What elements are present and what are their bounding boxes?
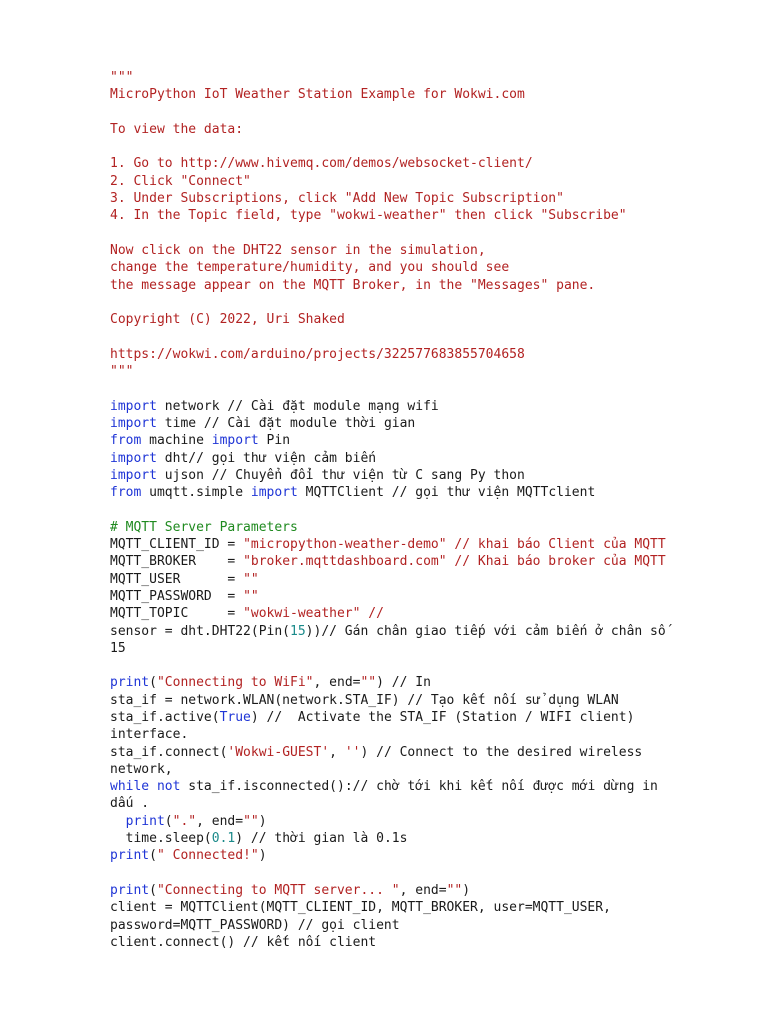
code-string: "" [243, 588, 259, 604]
code-line [110, 69, 750, 86]
code-text: ))// Gán chân giao tiếp với cảm biến ở chân số [305, 623, 666, 639]
code-text: client.connect() // kết nối client [110, 934, 377, 950]
code-number: 0.1 [211, 831, 236, 847]
code-text: , end= [313, 675, 361, 691]
code-text: sta_if.connect( [110, 744, 228, 760]
code-string: 2. Click "Connect" [110, 173, 251, 189]
code-line [110, 363, 750, 380]
code-line [110, 605, 750, 622]
code-line [110, 398, 750, 415]
code-text: ujson // Chuyển đổi thư viện từ C sang Py thon [156, 467, 525, 483]
code-line [110, 744, 750, 761]
code-line [110, 830, 750, 847]
code-line [110, 640, 750, 657]
code-line [110, 346, 750, 363]
blank-line [110, 104, 750, 121]
code-keyword: True [219, 709, 251, 725]
code-line [110, 86, 750, 103]
code-text: ) [258, 813, 267, 829]
code-text: ( [164, 813, 173, 829]
code-keyword: import [211, 433, 259, 449]
code-string: MicroPython IoT Weather Station Example for Wokwi.com [110, 87, 525, 103]
code-text: MQTTClient // gọi thư viện MQTTclient [297, 485, 596, 501]
code-line [110, 571, 750, 588]
code-line [110, 934, 750, 951]
code-string: "broker.mqttdashboard.com" // Khai báo broker của MQTT [243, 554, 666, 570]
code-text: dht// gọi thư viện cảm biến [156, 450, 377, 466]
code-line [110, 311, 750, 328]
code-line [110, 155, 750, 172]
code-text: ) // In [376, 675, 431, 691]
code-line [110, 432, 750, 449]
code-string: """ [110, 70, 134, 85]
code-text: sta_if.active( [110, 709, 220, 725]
code-line [110, 277, 750, 294]
code-comment: # MQTT Server Parameters [110, 519, 298, 535]
code-line [110, 813, 750, 830]
code-line [110, 484, 750, 501]
code-line [110, 207, 750, 224]
code-keyword: import [250, 485, 298, 501]
code-text: network // Cài đặt module mạng wifi [156, 398, 439, 414]
code-keyword: from [110, 485, 142, 501]
code-line [110, 121, 750, 138]
code-string: " Connected!" [156, 848, 259, 864]
code-string: 4. In the Topic field, type "wokwi-weather" then click "Subscribe" [110, 208, 627, 224]
code-text: ) // thời gian là 0.1s [235, 831, 408, 847]
code-line [110, 847, 750, 864]
code-text: password=MQTT_PASSWORD) // gọi client [110, 917, 400, 933]
code-string: "wokwi-weather" // [243, 606, 384, 622]
code-line [110, 674, 750, 691]
code-document [110, 69, 750, 951]
code-string: the message appear on the MQTT Broker, in the "Messages" pane. [110, 277, 596, 293]
code-line [110, 467, 750, 484]
code-line [110, 882, 750, 899]
code-string: 3. Under Subscriptions, click "Add New Topic Subscription" [110, 191, 564, 207]
code-line [110, 553, 750, 570]
code-keyword: from [110, 433, 142, 449]
code-string: "Connecting to WiFi" [156, 675, 314, 691]
code-keyword: while not [110, 779, 181, 795]
code-string: "Connecting to MQTT server... " [156, 882, 400, 898]
code-text: ) [462, 882, 471, 898]
code-text: sta_if = network.WLAN(network.STA_IF) // Tạo kết nối sử dụng WLAN [110, 692, 619, 708]
code-string: "micropython-weather-demo" // khai báo Client của MQTT [243, 537, 666, 553]
code-keyword: print [110, 882, 150, 898]
code-number: 15 [290, 623, 306, 639]
code-keyword: import [110, 398, 157, 414]
code-text [110, 814, 126, 829]
code-keyword: print [125, 813, 165, 829]
code-text: Pin [258, 433, 291, 449]
code-string: """ [110, 364, 134, 380]
code-line [110, 259, 750, 276]
code-keyword: print [110, 675, 150, 691]
code-string: To view the data: [110, 121, 244, 137]
code-text: ( [149, 675, 157, 691]
code-string: "" [360, 675, 377, 691]
blank-line [110, 294, 750, 311]
code-line [110, 761, 750, 778]
code-line [110, 899, 750, 916]
code-string: "" [243, 571, 259, 587]
code-string: "" [243, 813, 259, 829]
code-text: ) [258, 848, 267, 864]
code-line [110, 726, 750, 743]
code-text: sensor = dht.DHT22(Pin( [110, 623, 291, 639]
code-text: ( [149, 882, 157, 898]
blank-line [110, 501, 750, 518]
code-string: 1. Go to http://www.hivemq.com/demos/websocket-client/ [110, 156, 533, 172]
code-string: https://wokwi.com/arduino/projects/322577683855704658 [110, 346, 525, 362]
code-line [110, 795, 750, 812]
code-string: "" [446, 882, 463, 898]
blank-line [110, 138, 750, 155]
code-line [110, 917, 750, 934]
code-string: 'Wokwi-GUEST' [227, 744, 330, 760]
code-keyword: print [110, 848, 150, 864]
code-line [110, 588, 750, 605]
code-text: 15 [110, 640, 126, 656]
blank-line [110, 328, 750, 345]
code-text: , end= [196, 813, 244, 829]
code-line [110, 623, 750, 640]
code-text: umqtt.simple [141, 485, 251, 501]
code-string: change the temperature/humidity, and you should see [110, 260, 510, 276]
code-text: , [329, 744, 345, 760]
code-keyword: import [110, 467, 157, 483]
code-line [110, 536, 750, 553]
code-line [110, 450, 750, 467]
code-line [110, 778, 750, 795]
code-line [110, 519, 750, 536]
code-string: "." [172, 813, 197, 829]
code-text: MQTT_PASSWORD = [110, 588, 244, 604]
code-text: time // Cài đặt module thời gian [156, 415, 416, 431]
blank-line [110, 865, 750, 882]
code-text: network, [110, 761, 173, 777]
code-line [110, 415, 750, 432]
code-keyword: import [110, 450, 157, 466]
code-text: MQTT_BROKER = [110, 554, 244, 570]
code-text: MQTT_TOPIC = [110, 606, 244, 622]
code-line [110, 242, 750, 259]
code-text: ) // Activate the STA_IF (Station / WIFI client) [250, 709, 635, 725]
blank-line [110, 657, 750, 674]
code-text: client = MQTTClient(MQTT_CLIENT_ID, MQTT_BROKER, user=MQTT_USER, [110, 900, 611, 916]
blank-line [110, 380, 750, 397]
code-text: sta_if.isconnected():// chờ tới khi kết nối được mới dừng in [180, 779, 658, 795]
code-text: interface. [110, 727, 189, 743]
code-text: MQTT_CLIENT_ID = [110, 537, 244, 553]
code-text: , end= [399, 882, 447, 898]
code-line [110, 692, 750, 709]
blank-line [110, 225, 750, 242]
code-string: Now click on the DHT22 sensor in the simulation, [110, 242, 486, 258]
code-text: dấu . [110, 796, 150, 812]
code-string: '' [344, 744, 361, 760]
code-keyword: import [110, 415, 157, 431]
code-text: ) // Connect to the desired wireless [360, 744, 643, 760]
code-text: MQTT_USER = [110, 571, 244, 587]
code-text: machine [141, 433, 212, 449]
code-line [110, 173, 750, 190]
code-line [110, 709, 750, 726]
code-string: Copyright (C) 2022, Uri Shaked [110, 312, 345, 328]
code-text: time.sleep( [110, 831, 212, 847]
code-line [110, 190, 750, 207]
code-text: ( [149, 848, 157, 864]
